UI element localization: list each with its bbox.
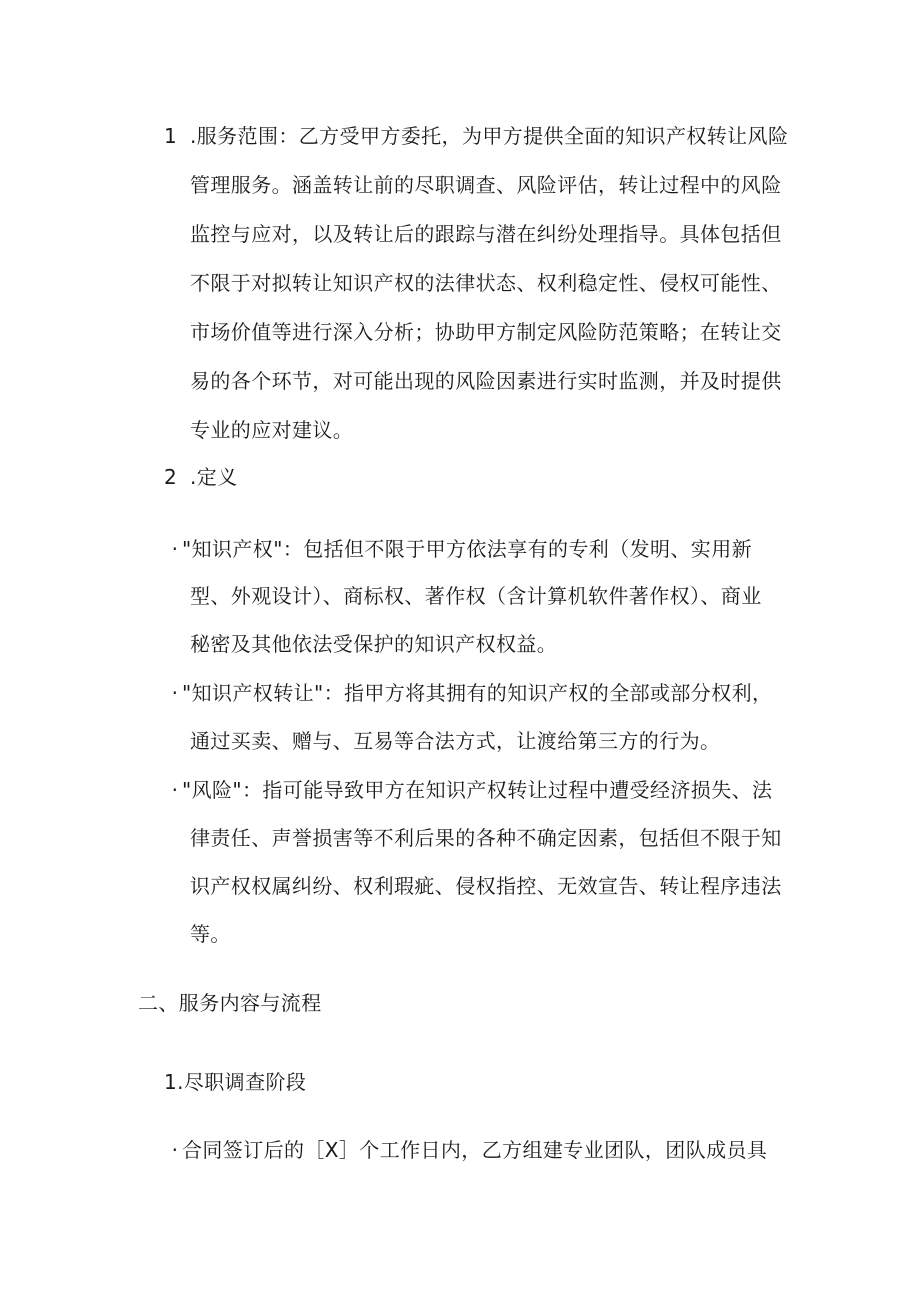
- item-1-line-4: 不限于对拟转让知识产权的法律状态、权利稳定性、侵权可能性、: [190, 271, 782, 295]
- definition-risk-line-1: · "风险"：指可能导致甲方在知识产权转让过程中遭受经济损失、法: [168, 776, 772, 804]
- bullet-icon: ·: [171, 778, 179, 802]
- item-2-line-1: 2 .定义: [164, 465, 238, 489]
- definition-risk-line-3: 识产权权属纠纷、权利瑕疵、侵权指控、无效宣告、转让程序违法: [190, 874, 782, 898]
- subsection-heading: 1.尽职调查阶段: [164, 1070, 307, 1094]
- item-1-line-5: 市场价值等进行深入分析；协助甲方制定风险防范策略；在转让交: [190, 320, 782, 344]
- item-1-line-3: 监控与应对，以及转让后的跟踪与潜在纠纷处理指导。具体包括但: [190, 222, 782, 246]
- item-1-line-7: 专业的应对建议。: [190, 418, 354, 442]
- section-heading: 二、服务内容与流程: [138, 991, 322, 1015]
- definition-transfer-line-1: · "知识产权转让"：指甲方将其拥有的知识产权的全部或部分权利，: [168, 679, 772, 707]
- definition-transfer-line-2: 通过买卖、赠与、互易等合法方式，让渡给第三方的行为。: [190, 729, 721, 753]
- definition-risk-line-2: 律责任、声誉损害等不利后果的各种不确定因素，包括但不限于知: [190, 826, 782, 850]
- item-2-number: 2: [164, 465, 178, 489]
- definition-ip-line-2: 型、外观设计）、商标权、著作权（含计算机软件著作权）、商业: [190, 584, 762, 608]
- item-1-line-1: 1 .服务范围：乙方受甲方委托，为甲方提供全面的知识产权转让风险: [164, 124, 789, 148]
- item-1-line-6: 易的各个环节，对可能出现的风险因素进行实时监测，并及时提供: [190, 369, 782, 393]
- item-1-number: 1: [164, 124, 178, 148]
- item-1-line-2: 管理服务。涵盖转让前的尽职调查、风险评估，转让过程中的风险: [190, 173, 782, 197]
- definition-ip-line-1: · "知识产权"：包括但不限于甲方依法享有的专利（发明、实用新: [168, 535, 752, 563]
- definition-ip-line-3: 秘密及其他依法受保护的知识产权权益。: [190, 632, 558, 656]
- bullet-icon: ·: [171, 681, 179, 705]
- bullet-icon: ·: [171, 537, 179, 561]
- bullet-icon: ·: [171, 1138, 179, 1162]
- due-diligence-bullet-line-1: · 合同签订后的［X］个工作日内，乙方组建专业团队，团队成员具: [168, 1136, 767, 1164]
- definition-risk-line-4: 等。: [190, 922, 231, 946]
